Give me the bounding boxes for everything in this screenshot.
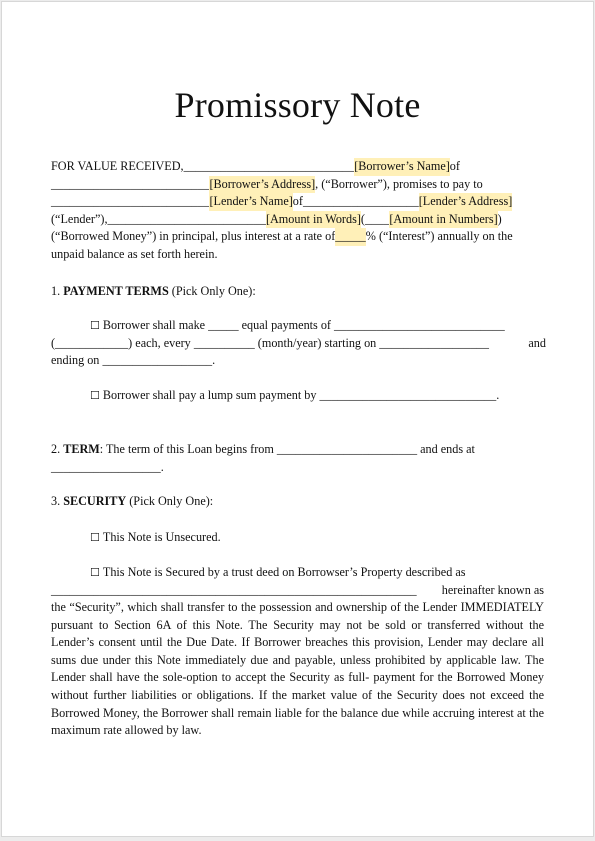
section-security-heading: 3. SECURITY (Pick Only One): bbox=[51, 494, 214, 508]
checkbox-icon[interactable]: ☐ bbox=[90, 319, 100, 332]
payment-option-installments: ☐ Borrower shall make _____ equal payments of ____________________________ bbox=[90, 318, 505, 332]
payment-option-lump-sum: ☐ Borrower shall pay a lump sum payment by _____________________________. bbox=[90, 388, 500, 402]
checkbox-icon[interactable]: ☐ bbox=[90, 531, 100, 544]
amount-words-placeholder[interactable]: [Amount in Words] bbox=[266, 211, 361, 229]
security-option-secured: ☐ This Note is Secured by a trust deed on Borrowser’s Property described as bbox=[90, 565, 466, 579]
section-term-line-2: __________________. bbox=[51, 460, 164, 474]
lender-name-placeholder[interactable]: [Lender’s Name] bbox=[209, 193, 292, 211]
intro-line-5: (“Borrowed Money”) in principal, plus interest at a rate of _____ % (“Interest”) annually on the bbox=[51, 228, 552, 246]
security-option-unsecured: ☐ This Note is Unsecured. bbox=[90, 530, 221, 544]
checkbox-icon[interactable]: ☐ bbox=[90, 389, 100, 402]
intro-line-6: unpaid balance as set forth herein. bbox=[51, 246, 218, 261]
intro-line-1: FOR VALUE RECEIVED, ____________________________ [Borrower’s Name] of bbox=[51, 158, 552, 176]
intro-paragraph bbox=[51, 158, 552, 264]
payment-option-installments-line-3: ending on __________________. bbox=[51, 353, 216, 367]
lender-address-blank[interactable]: ___________________ bbox=[302, 194, 419, 209]
payment-option-installments-line-2: (____________) each, every __________ (month/year) starting on __________________ and bbox=[51, 336, 546, 350]
lender-address-placeholder[interactable]: [Lender’s Address] bbox=[419, 193, 513, 211]
security-terms-paragraph: the “Security”, which shall transfer to the possession and ownership of the Lender IMMEDIATELY pursuant to Section 6A of this Note. The Security may not be sold or transferred without the Lender’s consent until the Due Date. If Borrower breaches this provision, Lender may declare all sums due under this Note immediately due and payable, unless prohibited by applicable law. The Lender shall have the sole-option to accept the Security as full- payment for the Borrowed Money without further liabilities or obligations. If the market value of the Security does not exceed the Borrowed Money, the Borrower shall remain liable for the balance due while accruing interest at the maximum rate allowed by law. bbox=[51, 600, 544, 738]
interest-rate-blank[interactable]: _____ bbox=[335, 228, 365, 246]
section-term: 2. TERM: The term of this Loan begins from _______________________ and ends at bbox=[51, 442, 475, 456]
borrower-name-placeholder[interactable]: [Borrower’s Name] bbox=[354, 158, 450, 176]
borrower-name-blank[interactable]: ____________________________ bbox=[183, 159, 355, 173]
document-title: Promissory Note bbox=[174, 85, 421, 125]
intro-line-2: __________________________ [Borrower’s Address] , (“Borrower”), promises to pay to bbox=[51, 176, 552, 194]
checkbox-icon[interactable]: ☐ bbox=[90, 566, 100, 579]
document-page bbox=[1, 1, 594, 837]
property-description-blank[interactable]: ____________________________________________________________ bbox=[51, 583, 417, 597]
borrower-address-blank[interactable]: __________________________ bbox=[51, 176, 210, 191]
intro-line-3: __________________________ [Lender’s Name] of ___________________ [Lender’s Address] bbox=[51, 193, 552, 211]
amount-numbers-placeholder[interactable]: [Amount in Numbers] bbox=[389, 211, 497, 229]
lender-name-blank[interactable]: __________________________ bbox=[51, 194, 210, 209]
amount-words-blank[interactable]: __________________________ bbox=[107, 211, 266, 226]
intro-line-4: (“Lender”), __________________________ [Amount in Words] ( ____ [Amount in Numbers] ) bbox=[51, 211, 552, 229]
security-property-line: ____________________________________________________________ hereinafter known as bbox=[51, 582, 544, 600]
amount-numbers-blank[interactable]: ____ bbox=[364, 211, 390, 226]
section-payment-terms-heading: 1. PAYMENT TERMS (Pick Only One): bbox=[51, 284, 256, 298]
borrower-address-placeholder[interactable]: [Borrower’s Address] bbox=[209, 176, 315, 194]
